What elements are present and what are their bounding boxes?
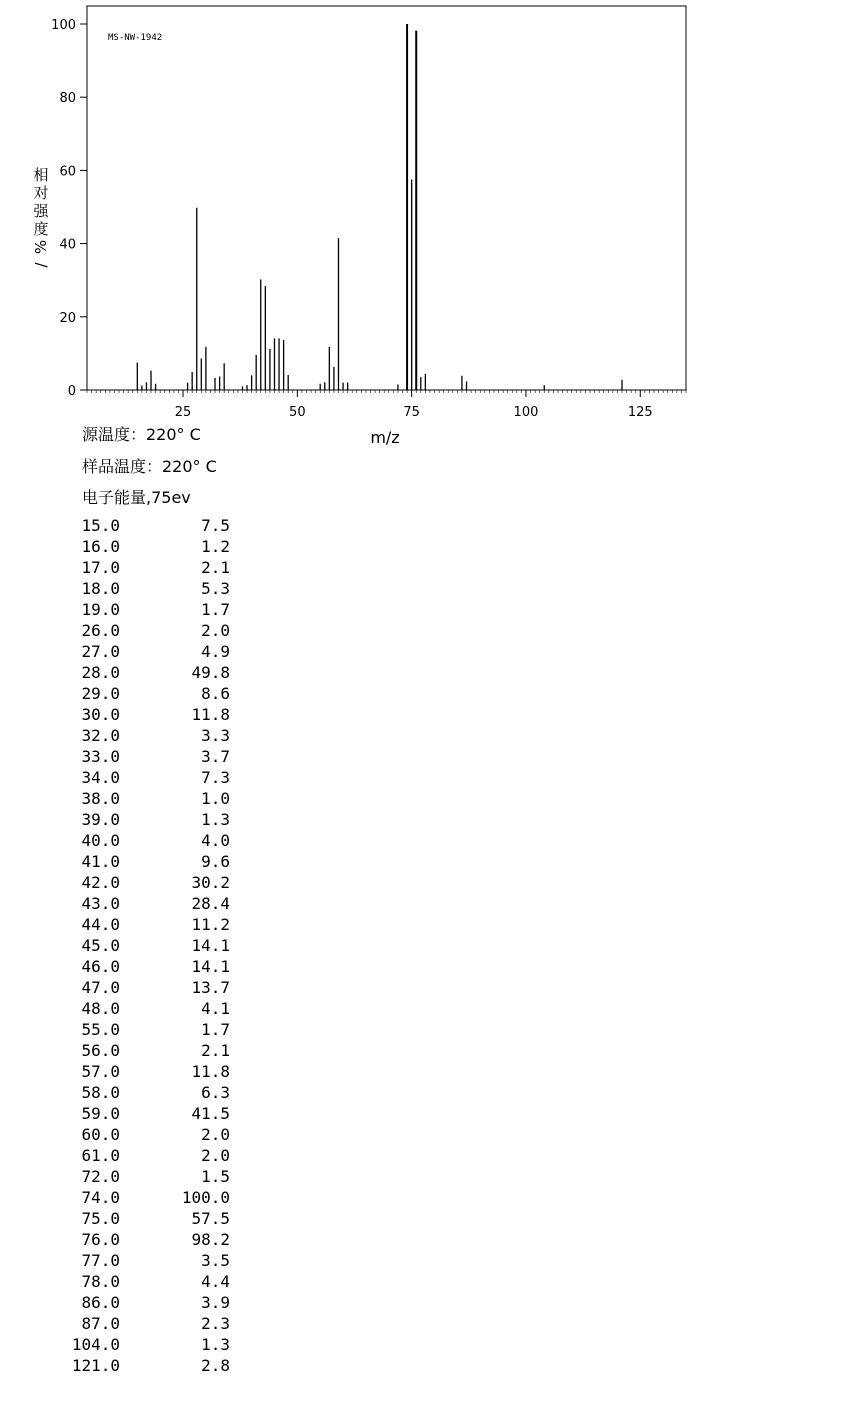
- peak-mz: 15.0: [81, 516, 120, 535]
- peak-intensity: 41.5: [191, 1104, 230, 1123]
- peak-intensity: 14.1: [191, 936, 230, 955]
- y-axis-label-char: 对: [33, 184, 49, 202]
- y-axis-label-char: %: [32, 239, 50, 255]
- peak-intensity: 8.6: [201, 684, 230, 703]
- peak-intensity: 2.3: [201, 1314, 230, 1333]
- table-row: [40, 872, 240, 893]
- table-row: [40, 1103, 240, 1124]
- plot-frame: [87, 6, 686, 390]
- peak-mz: 45.0: [81, 936, 120, 955]
- peak-mz: 74.0: [81, 1188, 120, 1207]
- table-row: [40, 1313, 240, 1334]
- peak-mz: 47.0: [81, 978, 120, 997]
- source-temperature: 源温度：220° C: [82, 425, 201, 444]
- table-row: [40, 830, 240, 851]
- peak-intensity: 11.8: [191, 1062, 230, 1081]
- peak-intensity: 13.7: [191, 978, 230, 997]
- table-row: [40, 1061, 240, 1082]
- peak-intensity: 57.5: [191, 1209, 230, 1228]
- peak-mz: 48.0: [81, 999, 120, 1018]
- sample-temperature: 样品温度：220° C: [82, 457, 217, 476]
- table-row: [40, 1187, 240, 1208]
- peak-mz: 57.0: [81, 1062, 120, 1081]
- peak-mz: 19.0: [81, 600, 120, 619]
- peak-mz: 26.0: [81, 621, 120, 640]
- y-axis-label-char: 度: [33, 220, 49, 238]
- peak-mz: 59.0: [81, 1104, 120, 1123]
- peak-intensity: 98.2: [191, 1230, 230, 1249]
- peak-mz: 121.0: [71, 1356, 120, 1375]
- peak-mz: 39.0: [81, 810, 120, 829]
- peak-mz: 55.0: [81, 1020, 120, 1039]
- peak-intensity: 3.3: [201, 726, 230, 745]
- peak-intensity: 2.0: [201, 621, 230, 640]
- table-row: [40, 1334, 240, 1355]
- table-row: [40, 1145, 240, 1166]
- electron-energy: 电子能量,75ev: [82, 488, 191, 507]
- table-row: [40, 1019, 240, 1040]
- peak-intensity: 5.3: [201, 579, 230, 598]
- y-axis-ticks: [51, 18, 87, 399]
- peak-table: [40, 515, 240, 1376]
- peak-mz: 30.0: [81, 705, 120, 724]
- table-row: [40, 893, 240, 914]
- x-axis-ticks: [175, 390, 653, 420]
- peak-mz: 28.0: [81, 663, 120, 682]
- mass-spectrum-chart: [0, 0, 850, 455]
- table-row: [40, 1229, 240, 1250]
- table-row: [40, 1208, 240, 1229]
- peak-intensity: 28.4: [191, 894, 230, 913]
- peak-mz: 41.0: [81, 852, 120, 871]
- table-row: [40, 914, 240, 935]
- peak-mz: 27.0: [81, 642, 120, 661]
- table-row: [40, 1082, 240, 1103]
- peak-mz: 77.0: [81, 1251, 120, 1270]
- peak-intensity: 11.8: [191, 705, 230, 724]
- peak-mz: 29.0: [81, 684, 120, 703]
- table-row: [40, 662, 240, 683]
- table-row: [40, 683, 240, 704]
- peak-intensity: 7.5: [201, 516, 230, 535]
- peak-mz: 56.0: [81, 1041, 120, 1060]
- peak-mz: 38.0: [81, 789, 120, 808]
- peak-intensity: 1.2: [201, 537, 230, 556]
- table-row: [40, 1250, 240, 1271]
- table-row: [40, 935, 240, 956]
- table-row: [40, 515, 240, 536]
- peak-mz: 87.0: [81, 1314, 120, 1333]
- peak-mz: 17.0: [81, 558, 120, 577]
- table-row: [40, 620, 240, 641]
- peak-intensity: 9.6: [201, 852, 230, 871]
- peak-intensity: 1.0: [201, 789, 230, 808]
- peak-intensity: 3.5: [201, 1251, 230, 1270]
- x-tick-label: 100: [513, 405, 539, 420]
- table-row: [40, 809, 240, 830]
- peak-mz: 58.0: [81, 1083, 120, 1102]
- chart-title: MS-NW-1942: [108, 33, 163, 43]
- table-row: [40, 725, 240, 746]
- y-axis-label-char: /: [32, 262, 50, 268]
- table-row: [40, 557, 240, 578]
- peak-intensity: 2.0: [201, 1125, 230, 1144]
- table-row: [40, 1166, 240, 1187]
- peak-intensity: 11.2: [191, 915, 230, 934]
- y-axis-label-char: 相: [33, 166, 49, 184]
- peak-intensity: 100.0: [181, 1188, 230, 1207]
- y-tick-label: 0: [67, 384, 76, 399]
- peak-mz: 42.0: [81, 873, 120, 892]
- peak-intensity: 2.0: [201, 1146, 230, 1165]
- peak-mz: 40.0: [81, 831, 120, 850]
- peak-mz: 18.0: [81, 579, 120, 598]
- x-tick-label: 50: [289, 405, 306, 420]
- peak-intensity: 1.3: [201, 1335, 230, 1354]
- peak-intensity: 2.1: [201, 1041, 230, 1060]
- table-row: [40, 1292, 240, 1313]
- table-row: [40, 641, 240, 662]
- peak-intensity: 49.8: [191, 663, 230, 682]
- peak-mz: 44.0: [81, 915, 120, 934]
- table-row: [40, 1355, 240, 1376]
- table-row: [40, 767, 240, 788]
- y-tick-label: 100: [51, 18, 76, 33]
- peak-mz: 61.0: [81, 1146, 120, 1165]
- y-tick-label: 80: [59, 91, 76, 107]
- peak-mz: 76.0: [81, 1230, 120, 1249]
- table-row: [40, 1124, 240, 1145]
- x-tick-label: 75: [403, 405, 420, 420]
- table-row: [40, 956, 240, 977]
- peak-intensity: 1.7: [201, 1020, 230, 1039]
- x-axis-label: m/z: [370, 428, 400, 447]
- peak-mz: 46.0: [81, 957, 120, 976]
- peak-mz: 60.0: [81, 1125, 120, 1144]
- peak-intensity: 14.1: [191, 957, 230, 976]
- peak-mz: 75.0: [81, 1209, 120, 1228]
- table-row: [40, 788, 240, 809]
- y-axis-label: [32, 166, 50, 268]
- table-row: [40, 536, 240, 557]
- peak-intensity: 7.3: [201, 768, 230, 787]
- y-axis-label-char: 强: [33, 202, 49, 220]
- peak-mz: 104.0: [71, 1335, 120, 1354]
- peak-intensity: 6.3: [201, 1083, 230, 1102]
- y-tick-label: 60: [59, 164, 76, 180]
- peak-mz: 34.0: [81, 768, 120, 787]
- y-tick-label: 20: [59, 310, 76, 326]
- peak-intensity: 30.2: [191, 873, 230, 892]
- table-row: [40, 851, 240, 872]
- table-row: [40, 1271, 240, 1292]
- peak-intensity: 4.1: [201, 999, 230, 1018]
- x-tick-label: 125: [627, 405, 653, 420]
- table-row: [40, 977, 240, 998]
- peak-intensity: 2.8: [201, 1356, 230, 1375]
- peak-intensity: 2.1: [201, 558, 230, 577]
- table-row: [40, 998, 240, 1019]
- peak-intensity: 3.7: [201, 747, 230, 766]
- peak-intensity: 1.5: [201, 1167, 230, 1186]
- table-row: [40, 704, 240, 725]
- peak-mz: 72.0: [81, 1167, 120, 1186]
- x-tick-label: 25: [174, 405, 192, 420]
- table-row: [40, 578, 240, 599]
- peak-intensity: 4.0: [201, 831, 230, 850]
- spectrum-bars: [137, 24, 622, 390]
- peak-mz: 86.0: [81, 1293, 120, 1312]
- peak-mz: 16.0: [81, 537, 120, 556]
- peak-mz: 33.0: [81, 747, 120, 766]
- peak-mz: 43.0: [81, 894, 120, 913]
- peak-intensity: 4.4: [201, 1272, 230, 1291]
- peak-intensity: 1.3: [201, 810, 230, 829]
- table-row: [40, 746, 240, 767]
- y-tick-label: 40: [59, 237, 76, 253]
- table-row: [40, 1040, 240, 1061]
- peak-mz: 32.0: [81, 726, 120, 745]
- peak-mz: 78.0: [81, 1272, 120, 1291]
- peak-intensity: 3.9: [201, 1293, 230, 1312]
- table-row: [40, 599, 240, 620]
- peak-intensity: 1.7: [201, 600, 230, 619]
- peak-intensity: 4.9: [201, 642, 230, 661]
